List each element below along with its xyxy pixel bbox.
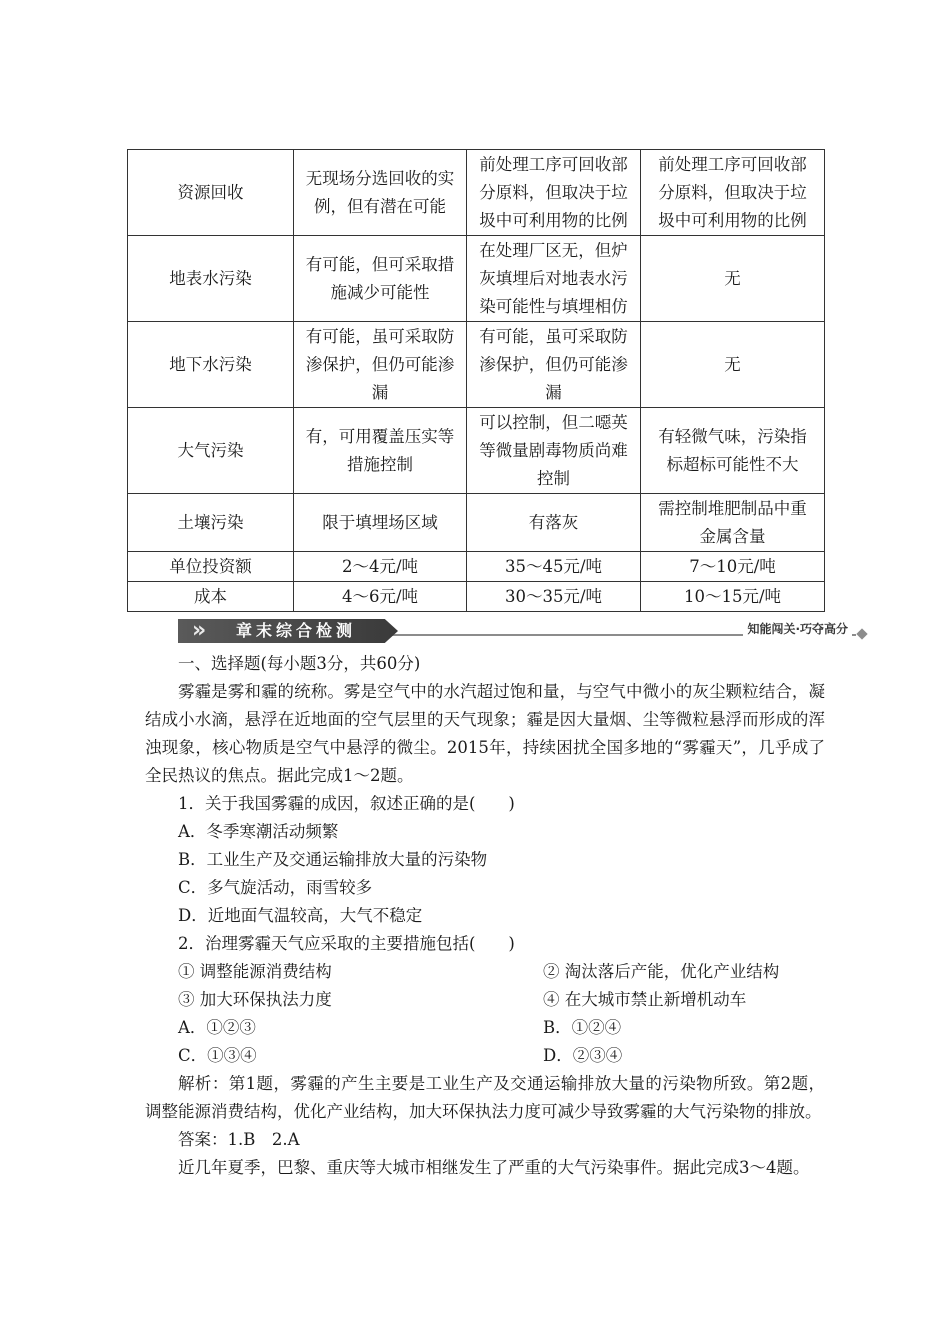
table-row xyxy=(128,582,825,612)
row-label: 地表水污染 xyxy=(128,236,294,322)
table-row xyxy=(128,150,825,236)
table-cell: 有轻微气味，污染指标超标可能性不大 xyxy=(641,408,825,494)
diamond-icon xyxy=(856,628,867,639)
table-cell: 无现场分选回收的实例，但有潜在可能 xyxy=(294,150,467,236)
table-row xyxy=(128,408,825,494)
answer-option: B．①②④ xyxy=(543,1018,622,1037)
banner-title: 章末综合检测 xyxy=(236,621,357,640)
table-cell: 有，可用覆盖压实等措施控制 xyxy=(294,408,467,494)
table-cell: 有落灰 xyxy=(467,494,641,552)
table-cell: 有可能，但可采取措施减少可能性 xyxy=(294,236,467,322)
table-row xyxy=(128,494,825,552)
row-label: 成本 xyxy=(128,582,294,612)
row-label: 土壤污染 xyxy=(128,494,294,552)
answer-option: D．②③④ xyxy=(543,1046,623,1065)
row-label: 地下水污染 xyxy=(128,322,294,408)
answer-options-row xyxy=(145,1014,825,1042)
measure-items-row xyxy=(145,958,825,986)
banner-subtitle: 知能闯关·巧夺高分 xyxy=(743,621,852,637)
answer-options-row xyxy=(145,1042,825,1070)
table-cell: 10～15元/吨 xyxy=(641,582,825,612)
table-cell: 30～35元/吨 xyxy=(467,582,641,612)
answer-option: A．①②③ xyxy=(178,1018,256,1037)
answer-option: B．工业生产及交通运输排放大量的污染物 xyxy=(178,850,488,869)
table-row xyxy=(128,322,825,408)
table-cell: 有可能，虽可采取防渗保护，但仍可能渗漏 xyxy=(467,322,641,408)
row-label: 大气污染 xyxy=(128,408,294,494)
table-cell: 需控制堆肥制品中重金属含量 xyxy=(641,494,825,552)
measure-item: ② 淘汰落后产能，优化产业结构 xyxy=(543,962,780,981)
question-content xyxy=(145,650,825,1182)
table-cell: 35～45元/吨 xyxy=(467,552,641,582)
passage: 雾霾是雾和霾的统称。雾是空气中的水汽超过饱和量，与空气中微小的灰尘颗粒结合，凝结成小水滴，悬浮在近地面的空气层里的天气现象；霾是因大量烟、尘等微粒悬浮而形成的浑浊现象，核心物质是空气中悬浮的微尘。2015年，持续困扰全国多地的“雾霾天”，几乎成了全民热议的焦点。据此完成1～2题。 xyxy=(145,682,825,785)
table-cell: 前处理工序可回收部分原料，但取决于垃圾中可利用物的比例 xyxy=(467,150,641,236)
analysis: 解析：第1题，雾霾的产生主要是工业生产及交通运输排放大量的污染物所致。第2题，调整能源消费结构，优化产业结构，加大环保执法力度可减少导致雾霾的大气污染物的排放。 xyxy=(145,1074,825,1121)
answer-option: A．冬季寒潮活动频繁 xyxy=(178,822,339,841)
table-row xyxy=(128,552,825,582)
table-cell: 在处理厂区无，但炉灰填埋后对地表水污染可能性与填埋相仿 xyxy=(467,236,641,322)
answer-option: D．近地面气温较高，大气不稳定 xyxy=(178,906,423,925)
answer-option: C．①③④ xyxy=(178,1046,257,1065)
section-banner xyxy=(178,617,868,645)
measure-item: ④ 在大城市禁止新增机动车 xyxy=(543,990,747,1009)
row-label: 资源回收 xyxy=(128,150,294,236)
answer-key: 答案：1.B 2.A xyxy=(178,1130,300,1149)
measure-item: ① 调整能源消费结构 xyxy=(178,962,332,981)
table-cell: 4～6元/吨 xyxy=(294,582,467,612)
answer-option: C．多气旋活动，雨雪较多 xyxy=(178,878,373,897)
table-cell: 2～4元/吨 xyxy=(294,552,467,582)
row-label: 单位投资额 xyxy=(128,552,294,582)
table-cell: 无 xyxy=(641,322,825,408)
table-cell: 有可能，虽可采取防渗保护，但仍可能渗漏 xyxy=(294,322,467,408)
table-cell: 前处理工序可回收部分原料，但取决于垃圾中可利用物的比例 xyxy=(641,150,825,236)
table-cell: 可以控制，但二噁英等微量剧毒物质尚难控制 xyxy=(467,408,641,494)
table-cell: 限于填埋场区域 xyxy=(294,494,467,552)
table-cell: 7～10元/吨 xyxy=(641,552,825,582)
table-row xyxy=(128,236,825,322)
measure-item: ③ 加大环保执法力度 xyxy=(178,990,332,1009)
passage: 近几年夏季，巴黎、重庆等大城市相继发生了严重的大气污染事件。据此完成3～4题。 xyxy=(178,1158,810,1177)
measure-items-row xyxy=(145,986,825,1014)
double-chevron-icon: » xyxy=(192,618,201,643)
question-stem: 2．治理雾霾天气应采取的主要措施包括( ) xyxy=(178,934,515,953)
table-cell: 无 xyxy=(641,236,825,322)
question-stem: 1．关于我国雾霾的成因，叙述正确的是( ) xyxy=(178,794,515,813)
comparison-table xyxy=(127,149,825,612)
section-heading: 一、选择题(每小题3分，共60分) xyxy=(178,654,421,673)
